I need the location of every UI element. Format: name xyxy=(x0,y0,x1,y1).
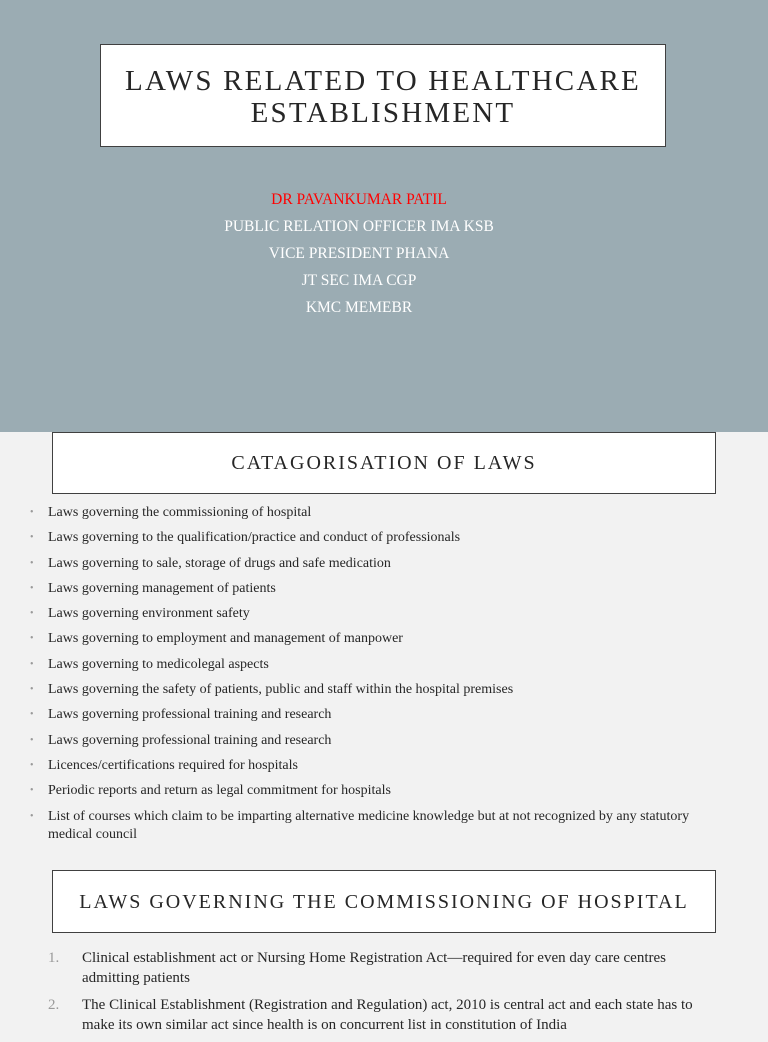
list-item-text: Licences/certifications required for hospitals xyxy=(48,757,298,773)
list-item xyxy=(30,656,720,674)
list-item xyxy=(30,504,720,522)
law-category-list xyxy=(30,504,720,851)
title-box xyxy=(100,44,666,147)
list-item xyxy=(30,757,720,775)
bullet-icon: • xyxy=(30,759,34,771)
presenter-role: JT SEC IMA CGP xyxy=(301,272,417,289)
list-item xyxy=(30,706,720,724)
list-item-text: Laws governing management of patients xyxy=(48,580,276,596)
presenter-info xyxy=(0,186,718,321)
bullet-icon: • xyxy=(30,532,34,544)
list-item-text: Laws governing to the qualification/practice and conduct of professionals xyxy=(48,530,461,546)
list-item xyxy=(48,948,718,988)
list-number: 1. xyxy=(48,950,60,966)
bullet-icon: • xyxy=(30,557,34,569)
list-item-text: List of courses which claim to be imparting alternative medicine knowledge but at not recognized by any statutory medical council xyxy=(48,808,690,842)
heading-text: LAWS GOVERNING THE COMMISSIONING OF HOSPITAL xyxy=(79,890,689,913)
list-item-text: Laws governing to medicolegal aspects xyxy=(48,656,269,672)
bullet-icon: • xyxy=(30,810,34,822)
list-item xyxy=(30,681,720,699)
title-slide xyxy=(0,0,768,432)
slide-heading xyxy=(52,870,716,933)
bullet-icon: • xyxy=(30,734,34,746)
commissioning-slide xyxy=(0,868,768,1033)
list-item xyxy=(30,529,720,547)
slide-title: LAWS RELATED TO HEALTHCARE ESTABLISHMENT xyxy=(125,64,641,129)
list-item xyxy=(30,732,720,750)
presenter-role: VICE PRESIDENT PHANA xyxy=(268,245,450,262)
bullet-icon: • xyxy=(30,658,34,670)
bullet-icon: • xyxy=(30,633,34,645)
list-item-text: Laws governing the safety of patients, public and staff within the hospital premises xyxy=(48,682,514,698)
heading-text: CATAGORISATION OF LAWS xyxy=(231,451,537,474)
list-item xyxy=(48,995,718,1035)
bullet-icon: • xyxy=(30,684,34,696)
list-item-text: Laws governing professional training and research xyxy=(48,707,332,723)
presenter-role: KMC MEMEBR xyxy=(305,299,413,316)
list-number: 2. xyxy=(48,997,60,1013)
bullet-icon: • xyxy=(30,785,34,797)
list-item-text: Clinical establishment act or Nursing Home Registration Act—required for even day care centres admitting patients xyxy=(82,950,666,986)
list-item xyxy=(30,605,720,623)
presenter-role: PUBLIC RELATION OFFICER IMA KSB xyxy=(224,218,494,235)
bullet-icon: • xyxy=(30,709,34,721)
list-item-text: Laws governing to sale, storage of drugs and safe medication xyxy=(48,555,391,571)
bullet-icon: • xyxy=(30,582,34,594)
slide-heading xyxy=(52,432,716,494)
list-item-text: Laws governing to employment and management of manpower xyxy=(48,631,403,647)
bullet-icon: • xyxy=(30,507,34,518)
list-item xyxy=(30,808,720,844)
list-item-text: Laws governing professional training and research xyxy=(48,732,332,748)
list-item xyxy=(30,630,720,648)
commissioning-law-list xyxy=(48,948,718,1042)
presenter-name: DR PAVANKUMAR PATIL xyxy=(271,191,447,208)
list-item xyxy=(30,555,720,573)
list-item xyxy=(30,782,720,800)
bullet-icon: • xyxy=(30,608,34,620)
list-item xyxy=(30,580,720,598)
list-item-text: The Clinical Establishment (Registration and Regulation) act, 2010 is central act and each state has to make its own similar act since health is on concurrent list in constitution of India xyxy=(82,997,693,1033)
categorisation-slide xyxy=(0,432,768,867)
list-item-text: Laws governing environment safety xyxy=(48,606,250,622)
list-item-text: Periodic reports and return as legal commitment for hospitals xyxy=(48,783,391,799)
list-item-text: Laws governing the commissioning of hospital xyxy=(48,505,312,520)
